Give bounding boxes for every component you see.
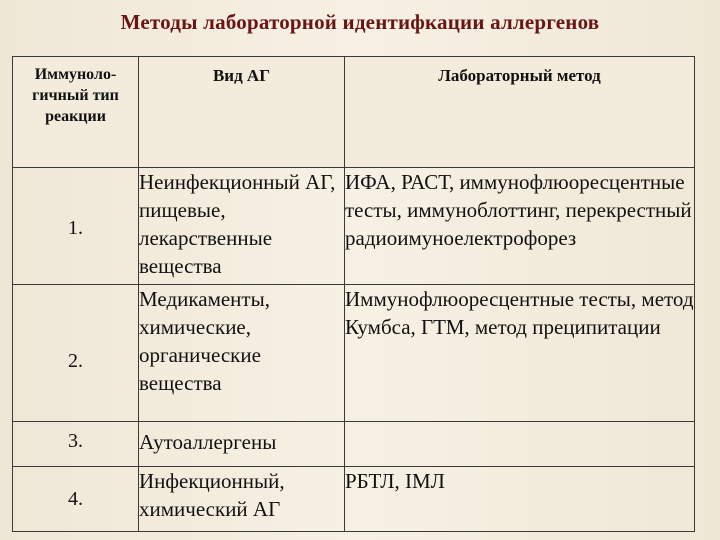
method-cell: ИФА, РАСТ, иммунофлюоресцентные тесты, иммуноблоттинг, перекрестный радиоимуноелектрофорез (345, 168, 695, 285)
method-cell: РБТЛ, IМЛ (345, 467, 695, 532)
row-number: 4. (13, 467, 139, 532)
header-antigen-type: Вид АГ (139, 57, 345, 168)
header-reaction-type: Иммуноло- гичный тип реакции (13, 57, 139, 168)
header-lab-method: Лабораторный метод (345, 57, 695, 168)
antigen-cell: Инфекционный, химический АГ (139, 467, 345, 532)
slide-title: Методы лабораторной идентифкации аллергенов (120, 10, 600, 34)
allergen-methods-table (12, 56, 695, 532)
antigen-cell: Медикаменты, химические, органические вещества (139, 285, 345, 422)
antigen-cell: Аутоаллергены (139, 422, 345, 467)
row-number: 2. (13, 285, 139, 422)
row-number: 1. (13, 168, 139, 285)
table-header-row (13, 57, 695, 168)
method-cell: Иммунофлюоресцентные тесты, метод Кумбса, ГТМ, метод преципитации (345, 285, 695, 422)
table-row (13, 467, 695, 532)
antigen-cell: Неинфекционный АГ, пищевые, лекарственные вещества (139, 168, 345, 285)
method-cell (345, 422, 695, 467)
table-row (13, 168, 695, 285)
table-row (13, 285, 695, 422)
table-row (13, 422, 695, 467)
row-number: 3. (13, 422, 139, 467)
